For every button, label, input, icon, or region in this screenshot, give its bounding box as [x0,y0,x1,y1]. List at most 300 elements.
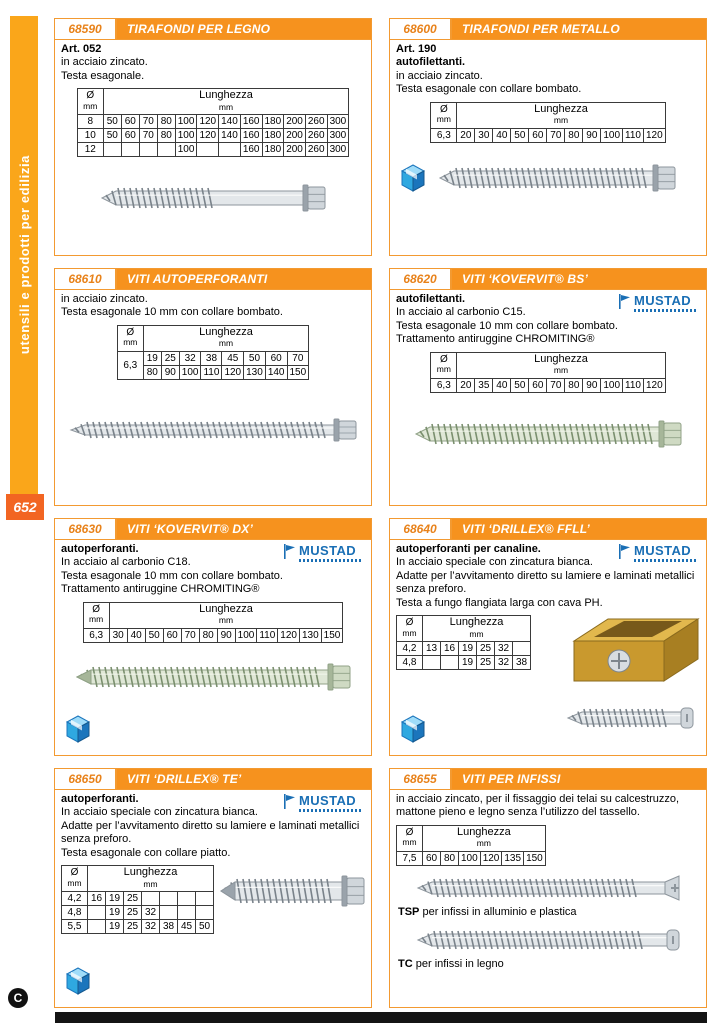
diameter-cell: 4,2 [397,642,423,656]
tsp-label [390,906,706,918]
mustad-wordmark: MUSTAD [634,543,692,558]
length-cell: 32 [179,351,201,365]
product-description [55,290,371,321]
section-title: TIRAFONDI PER METALLO [452,19,706,39]
length-cell [178,892,196,906]
tc-screw-illustration [414,923,682,957]
length-cell: 20 [457,378,475,392]
product-image [55,414,371,446]
drillex-te-screw-illustration [217,865,367,917]
mustad-wordmark: MUSTAD [634,293,692,308]
length-header: Lunghezza mm [109,602,343,628]
length-cell: 90 [217,628,235,642]
mustad-wordmark: MUSTAD [299,543,357,558]
description-line: Testa esagonale. [61,69,145,82]
length-cell: 200 [284,115,306,129]
length-cell: 120 [222,365,244,379]
length-cell: 100 [601,128,623,142]
length-cell: 140 [219,129,241,143]
length-cell: 80 [143,365,161,379]
length-cell [103,143,121,157]
package-icon [65,966,91,1001]
length-cell: 25 [477,642,495,656]
length-cell: 120 [197,129,219,143]
length-cell: 60 [529,128,547,142]
description-line: Art. 190 [396,43,437,55]
length-cell: 32 [495,642,513,656]
page-number-tab: 652 [6,494,44,520]
section-header [55,519,371,540]
length-cell: 160 [240,129,262,143]
size-row [431,128,665,142]
length-cell: 19 [143,351,161,365]
length-cell: 180 [262,143,284,157]
length-cell: 60 [121,115,139,129]
description-line: in acciaio zincato. [61,293,148,305]
mustad-flag-icon [283,794,296,809]
diameter-header: Ø mm [62,866,88,892]
diameter-cell: 8 [77,115,103,129]
length-cell: 100 [175,143,197,157]
section-header [390,769,706,790]
description-line: Trattamento antiruggine CHROMITING® [396,333,595,346]
section-header [390,269,706,290]
diameter-cell: 6,3 [83,628,109,642]
description-line: Art. 052 [61,43,102,55]
length-cell: 19 [106,906,124,920]
product-image-row [390,143,706,204]
section-title: VITI ‘KOVERVIT® BS’ [452,269,706,289]
length-cell: 300 [327,115,349,129]
tc-code: TC [398,957,413,970]
description-line: Testa esagonale 10 mm con collare bombato. [61,306,283,319]
package-icon-graphic [65,966,91,996]
dimension-table [430,352,665,393]
category-band [10,16,38,494]
length-cell: 130 [244,365,266,379]
length-cell: 80 [565,128,583,142]
length-header: Lunghezza mm [457,352,665,378]
length-cell [160,906,178,920]
length-cell: 100 [235,628,257,642]
size-row [397,642,531,656]
length-cell: 70 [139,115,157,129]
length-cell: 180 [262,129,284,143]
package-icon-graphic [400,163,426,193]
mustad-text [634,294,698,312]
length-cell: 140 [265,365,287,379]
length-cell: 120 [480,851,502,865]
tsp-code: TSP [398,905,420,918]
section-header [390,519,706,540]
length-cell: 19 [106,920,124,934]
length-cell: 45 [178,920,196,934]
length-cell: 38 [201,351,222,365]
length-cell: 13 [423,642,441,656]
size-row [77,143,349,157]
length-header: Lunghezza mm [103,89,349,115]
length-cell: 50 [511,378,529,392]
tc-label [390,958,706,970]
kovervit-dx-screw-illustration [73,655,353,699]
description-line: In acciaio speciale con zincatura bianca. [396,556,593,569]
length-cell [178,906,196,920]
length-cell: 80 [199,628,217,642]
length-cell: 80 [565,378,583,392]
description-line: Adatte per l’avvitamento diretto su lamiere e laminati metallici senza preforo. [396,569,695,596]
length-cell [88,906,106,920]
description-line: autofilettanti. [396,56,466,69]
length-cell: 50 [103,129,121,143]
length-cell: 180 [262,115,284,129]
mustad-logo [618,544,698,562]
size-table-container [55,598,371,643]
length-cell: 35 [475,378,493,392]
size-row [62,920,214,934]
product-section-tirafondi-metallo [389,18,707,256]
length-cell [196,892,214,906]
package-icon [65,714,91,749]
length-cell [513,642,531,656]
mustad-logo [283,544,363,562]
length-cell: 200 [284,143,306,157]
mustad-flag-icon [283,544,296,559]
length-cell: 50 [511,128,529,142]
size-row [77,115,349,129]
package-icon [400,714,426,749]
length-cell: 25 [124,906,142,920]
tc-text: per infissi in legno [415,957,504,970]
length-cell: 110 [623,378,644,392]
length-cell: 32 [142,920,160,934]
description-line: autofilettanti. [396,293,466,305]
diameter-cell: 4,2 [62,892,88,906]
length-cell: 120 [278,628,300,642]
length-cell: 90 [161,365,179,379]
length-cell: 80 [157,115,175,129]
article-code: 68630 [55,519,117,539]
size-row [397,656,531,670]
article-code: 68640 [390,519,452,539]
product-section-viti-autoperforanti [54,268,372,506]
product-image [436,157,678,204]
length-cell: 16 [88,892,106,906]
length-cell: 30 [109,628,127,642]
mustad-text [299,794,363,812]
length-cell: 16 [441,642,459,656]
length-cell: 25 [124,892,142,906]
product-image [217,865,367,922]
section-title: TIRAFONDI PER LEGNO [117,19,371,39]
section-title: VITI ‘KOVERVIT® DX’ [117,519,371,539]
length-cell: 25 [477,656,495,670]
product-section-viti-per-infissi [389,768,707,1008]
section-header [55,769,371,790]
product-description [390,790,706,821]
mustad-tagline [634,309,698,312]
product-image [564,611,702,741]
length-cell: 120 [197,115,219,129]
description-line: autoperforanti per canaline. [396,543,541,555]
product-description [55,40,371,84]
length-cell: 90 [583,128,601,142]
product-image [55,175,371,221]
diameter-cell: 12 [77,143,103,157]
length-cell: 32 [495,656,513,670]
length-header: Lunghezza mm [88,866,214,892]
length-cell: 70 [547,128,565,142]
dimension-table [77,88,350,157]
article-code: 68610 [55,269,117,289]
size-table-container [390,348,706,393]
long-self-drilling-screw-illustration [67,414,359,446]
section-header [390,19,706,40]
length-cell: 100 [601,378,623,392]
article-code: 68590 [55,19,117,39]
diameter-cell: 7,5 [397,851,423,865]
length-cell: 150 [321,628,343,642]
size-row [117,351,308,365]
tsp-text: per infissi in alluminio e plastica [422,905,577,918]
tsp-product-image [390,871,706,905]
length-cell: 60 [163,628,181,642]
length-cell: 150 [524,851,546,865]
dimension-table [61,865,214,934]
length-cell: 200 [284,129,306,143]
size-row [62,892,214,906]
product-section-drillex-te [54,768,372,1008]
length-cell [219,143,241,157]
length-cell: 140 [219,115,241,129]
length-cell: 80 [157,129,175,143]
package-icon-graphic [65,714,91,744]
length-cell: 100 [179,365,201,379]
length-cell: 45 [222,351,244,365]
length-header: Lunghezza mm [423,616,531,642]
diameter-cell: 6,3 [431,378,457,392]
channel-graphic [564,611,702,699]
mustad-wordmark: MUSTAD [299,793,357,808]
mustad-logo [283,794,363,812]
mustad-tagline [299,809,363,812]
description-line: in acciaio zincato. [396,69,483,82]
length-cell: 80 [441,851,459,865]
length-cell: 19 [106,892,124,906]
length-cell: 60 [121,129,139,143]
diameter-cell: 4,8 [397,656,423,670]
size-table-container [390,98,706,143]
diameter-header: Ø mm [77,89,103,115]
length-cell: 40 [493,128,511,142]
length-cell: 50 [145,628,163,642]
description-line: in acciaio zincato, per il fissaggio dei telai su calcestruzzo, mattone pieno e legno senza l’utilizzo del tassello. [396,793,680,819]
length-cell [423,656,441,670]
publisher-logo: C [8,988,28,1008]
length-cell: 110 [201,365,222,379]
mustad-tagline [299,559,363,562]
length-cell [196,906,214,920]
section-header [55,19,371,40]
description-line: In acciaio al carbonio C18. [61,556,191,569]
channel-screw-graphic [564,700,696,736]
length-cell: 60 [529,378,547,392]
product-section-tirafondi-legno [54,18,372,256]
length-cell: 150 [287,365,309,379]
diameter-cell: 4,8 [62,906,88,920]
length-cell: 60 [265,351,287,365]
mustad-tagline [634,559,698,562]
section-header [55,269,371,290]
size-table-container [55,84,371,157]
mustad-text [299,544,363,562]
length-cell: 38 [160,920,178,934]
length-cell: 100 [175,129,197,143]
diameter-cell: 6,3 [117,351,143,379]
length-cell [197,143,219,157]
length-cell [88,920,106,934]
length-cell: 110 [623,128,644,142]
length-cell: 38 [513,656,531,670]
description-line: Trattamento antiruggine CHROMITING® [61,583,260,596]
length-cell: 100 [175,115,197,129]
length-cell: 100 [459,851,481,865]
section-title: VITI AUTOPERFORANTI [117,269,371,289]
self-tapping-screw-illustration [436,157,678,199]
length-cell [139,143,157,157]
product-section-drillex-ffll [389,518,707,756]
length-cell: 70 [139,129,157,143]
length-cell: 260 [305,115,327,129]
length-cell: 90 [583,378,601,392]
length-cell: 30 [475,128,493,142]
length-cell: 300 [327,143,349,157]
length-cell: 120 [643,128,665,142]
length-cell: 160 [240,143,262,157]
length-cell: 50 [244,351,266,365]
article-code: 68620 [390,269,452,289]
diameter-header: Ø mm [431,352,457,378]
mustad-flag-icon [618,544,631,559]
length-cell: 50 [196,920,214,934]
description-line: autoperforanti. [61,793,139,805]
section-title: VITI ‘DRILLEX® FFLL’ [452,519,706,539]
dimension-table [396,825,546,866]
section-title: VITI ‘DRILLEX® TE’ [117,769,371,789]
tc-product-image [390,923,706,957]
package-icon-graphic [400,714,426,744]
package-icon [400,163,426,198]
size-table-container [55,321,371,380]
diameter-header: Ø mm [431,102,457,128]
description-line: Testa a fungo flangiata larga con cava PH. [396,596,603,609]
kovervit-bs-screw-illustration [412,413,684,455]
description-line: In acciaio speciale con zincatura bianca. [61,806,258,819]
diameter-header: Ø mm [83,602,109,628]
length-cell: 50 [103,115,121,129]
length-header: Lunghezza mm [457,102,665,128]
description-line: Testa esagonale con collare bombato. [396,83,582,96]
mustad-flag-icon [618,294,631,309]
tsp-screw-illustration [414,871,682,905]
length-cell: 300 [327,129,349,143]
dimension-table [430,102,665,143]
length-cell: 60 [423,851,441,865]
mustad-text [634,544,698,562]
size-row [397,851,546,865]
length-cell: 260 [305,129,327,143]
size-row [77,129,349,143]
article-code: 68655 [390,769,452,789]
description-line: in acciaio zincato. [61,56,148,69]
size-row [83,628,343,642]
dimension-table [83,602,344,643]
length-cell: 135 [502,851,524,865]
description-line: autoperforanti. [61,543,139,555]
dimension-table [396,615,531,670]
length-cell: 40 [493,378,511,392]
length-cell: 19 [459,656,477,670]
article-code: 68600 [390,19,452,39]
diameter-cell: 10 [77,129,103,143]
length-cell: 32 [142,906,160,920]
section-title: VITI PER INFISSI [452,769,706,789]
dimension-table [117,325,309,380]
size-row [62,906,214,920]
product-image [390,413,706,455]
category-label: utensili e prodotti per edilizia [16,155,32,355]
length-cell: 25 [161,351,179,365]
diameter-header: Ø mm [397,825,423,851]
lag-screw-illustration [98,175,328,221]
length-cell [441,656,459,670]
length-cell: 110 [257,628,278,642]
diameter-header: Ø mm [397,616,423,642]
description-line: Testa esagonale 10 mm con collare bombato. [396,319,618,332]
product-section-kovervit-bs [389,268,707,506]
length-header: Lunghezza mm [423,825,546,851]
diameter-cell: 5,5 [62,920,88,934]
description-line: In acciaio al carbonio C15. [396,306,526,319]
page-edge-bar [55,1012,707,1023]
length-cell: 70 [547,378,565,392]
length-cell: 70 [181,628,199,642]
product-section-kovervit-dx [54,518,372,756]
length-header: Lunghezza mm [143,325,308,351]
length-cell: 120 [643,378,665,392]
article-code: 68650 [55,769,117,789]
length-cell [160,892,178,906]
length-cell: 20 [457,128,475,142]
length-cell [157,143,175,157]
length-cell: 260 [305,143,327,157]
size-row [117,365,308,379]
product-description [390,40,706,98]
length-cell: 130 [299,628,321,642]
description-line: Testa esagonale 10 mm con collare bombato. [61,569,283,582]
product-image [55,655,371,699]
length-cell: 19 [459,642,477,656]
length-cell: 25 [124,920,142,934]
description-line: Adatte per l’avvitamento diretto su lamiere e laminati metallici senza preforo. [61,819,360,846]
diameter-header: Ø mm [117,325,143,351]
size-row [431,378,665,392]
description-line: Testa esagonale con collare piatto. [61,846,231,859]
length-cell [121,143,139,157]
length-cell [142,892,160,906]
length-cell: 70 [287,351,309,365]
diameter-cell: 6,3 [431,128,457,142]
length-cell: 160 [240,115,262,129]
